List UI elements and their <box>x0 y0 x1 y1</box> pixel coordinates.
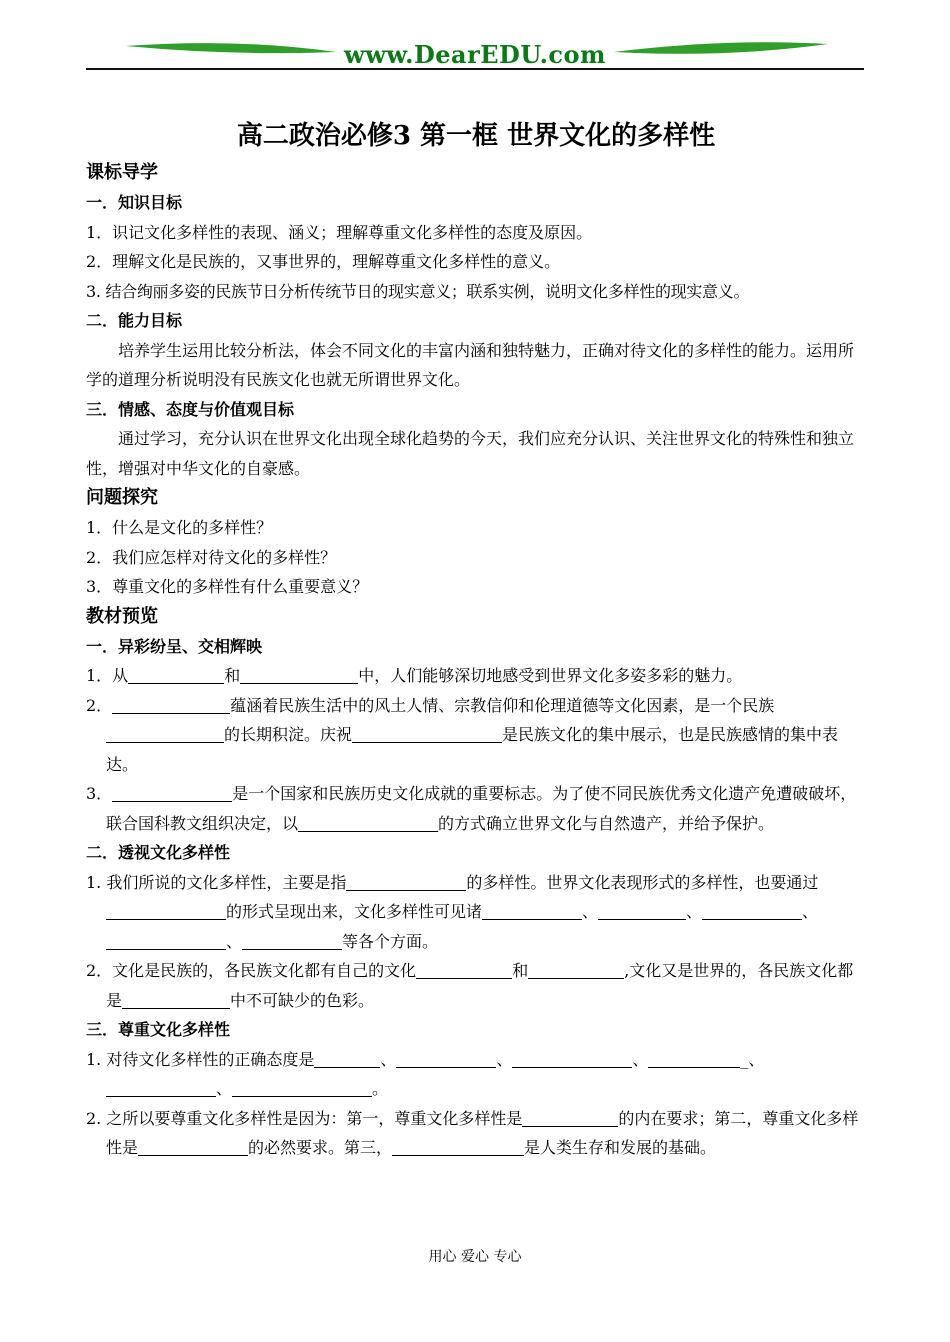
answer-blank[interactable] <box>112 695 230 714</box>
preview-part3-heading: 三．尊重文化多样性 <box>86 1020 231 1039</box>
answer-blank[interactable] <box>598 901 686 920</box>
fill-item-1-2: 2． 蕴涵着民族生活中的风土人情、宗教信仰和伦理道德等文化因素，是一个民族的长期积淀。庆祝 是民族文化的集中展示，也是民族感情的集中表达。 <box>86 695 839 774</box>
answer-blank[interactable] <box>702 901 802 920</box>
knowledge-item: 3. 结合绚丽多姿的民族节日分析传统节日的现实意义；联系实例，说明文化多样性的现实意义。 <box>86 281 750 301</box>
answer-blank[interactable] <box>392 1137 524 1156</box>
ability-goal-text: 培养学生运用比较分析法，体会不同文化的丰富内涵和独特魅力，正确对待文化的多样性的能力。运用所学的道理分析说明没有民族文化也就无所谓世界文化。 <box>86 340 855 389</box>
answer-blank[interactable] <box>352 724 502 743</box>
header-rule <box>86 68 864 70</box>
answer-blank[interactable] <box>528 960 624 979</box>
answer-blank[interactable] <box>242 931 342 950</box>
fill-item-3-2: 2. 之所以要尊重文化多样性是因为：第一，尊重文化多样性是 的内在要求；第二，尊重文化多样性是 的必然要求。第三， 是人类生存和发展的基础。 <box>86 1108 859 1157</box>
answer-blank[interactable] <box>106 901 226 920</box>
answer-blank[interactable] <box>240 665 358 684</box>
document-body <box>86 118 866 1163</box>
answer-blank[interactable] <box>512 1049 632 1068</box>
inquiry-item: 3．尊重文化的多样性有什么重要意义？ <box>86 577 369 596</box>
answer-blank[interactable] <box>522 1108 618 1127</box>
answer-blank[interactable] <box>106 931 226 950</box>
preview-part1-heading: 一．异彩纷呈、交相辉映 <box>86 636 263 656</box>
answer-blank[interactable] <box>112 783 232 802</box>
fill-item-1-3: 3． 是一个国家和民族历史文化成就的重要标志。为了使不同民族优秀文化遗产免遭破破坏，联合国科教文组织决定，以 的方式确立世界文化与自然遗产，并给予保护。 <box>86 784 857 833</box>
answer-blank[interactable] <box>648 1049 740 1068</box>
answer-blank[interactable] <box>298 813 438 832</box>
knowledge-item: 1．识记文化多样性的表现、涵义；理解尊重文化多样性的态度及原因。 <box>86 222 593 242</box>
fill-item-2-1: 1. 我们所说的文化多样性，主要是指 的多样性。世界文化表现形式的多样性，也要通过的形式呈现出来，文化多样性可见诸 、 、 、、 等各个方面。 <box>86 872 819 951</box>
emotion-goal-text: 通过学习，充分认识在世界文化出现全球化趋势的今天，我们应充分认识、关注世界文化的特殊性和独立性，增强对中华文化的自豪感。 <box>86 429 855 478</box>
answer-blank[interactable] <box>106 1078 216 1097</box>
answer-blank[interactable] <box>128 665 224 684</box>
answer-blank[interactable] <box>416 960 512 979</box>
inquiry-item: 2．我们应怎样对待文化的多样性？ <box>86 547 337 567</box>
section-inquiry-heading: 问题探究 <box>86 487 158 508</box>
inquiry-item: 1．什么是文化的多样性？ <box>86 518 273 537</box>
answer-blank[interactable] <box>396 1049 496 1068</box>
answer-blank[interactable] <box>138 1137 248 1156</box>
answer-blank[interactable] <box>346 872 466 891</box>
answer-blank[interactable] <box>106 724 224 743</box>
answer-blank[interactable] <box>232 1078 372 1097</box>
knowledge-item: 2．理解文化是民族的，又事世界的，理解尊重文化多样性的意义。 <box>86 252 561 271</box>
answer-blank[interactable] <box>482 901 582 920</box>
page-header <box>86 36 864 76</box>
knowledge-goal-heading: 一．知识目标 <box>86 193 183 212</box>
section-preview-heading: 教材预览 <box>86 605 158 627</box>
fill-item-1-1: 1．从 和 中，人们能够深切地感受到世界文化多姿多彩的魅力。 <box>86 666 743 685</box>
fill-item-3-1: 1. 对待文化多样性的正确态度是 、 、 、 _、、 。 <box>86 1049 765 1098</box>
answer-blank[interactable] <box>122 990 230 1009</box>
fill-item-2-2: 2．文化是民族的，各民族文化都有自己的文化 和 ,文化又是世界的，各民族文化都是 中不可缺少的色彩。 <box>86 961 854 1010</box>
page-footer: 用心 爱心 专心 <box>428 1249 522 1265</box>
ability-goal-heading: 二．能力目标 <box>86 311 183 330</box>
document-title: 高二政治必修3 第一框 世界文化的多样性 <box>236 121 716 151</box>
section-guide-heading: 课标导学 <box>86 162 158 183</box>
answer-blank[interactable] <box>314 1049 380 1068</box>
emotion-goal-heading: 三．情感、态度与价值观目标 <box>86 399 295 419</box>
header-logo: www.DearEDU.com <box>344 40 606 69</box>
preview-part2-heading: 二．透视文化多样性 <box>86 843 231 862</box>
